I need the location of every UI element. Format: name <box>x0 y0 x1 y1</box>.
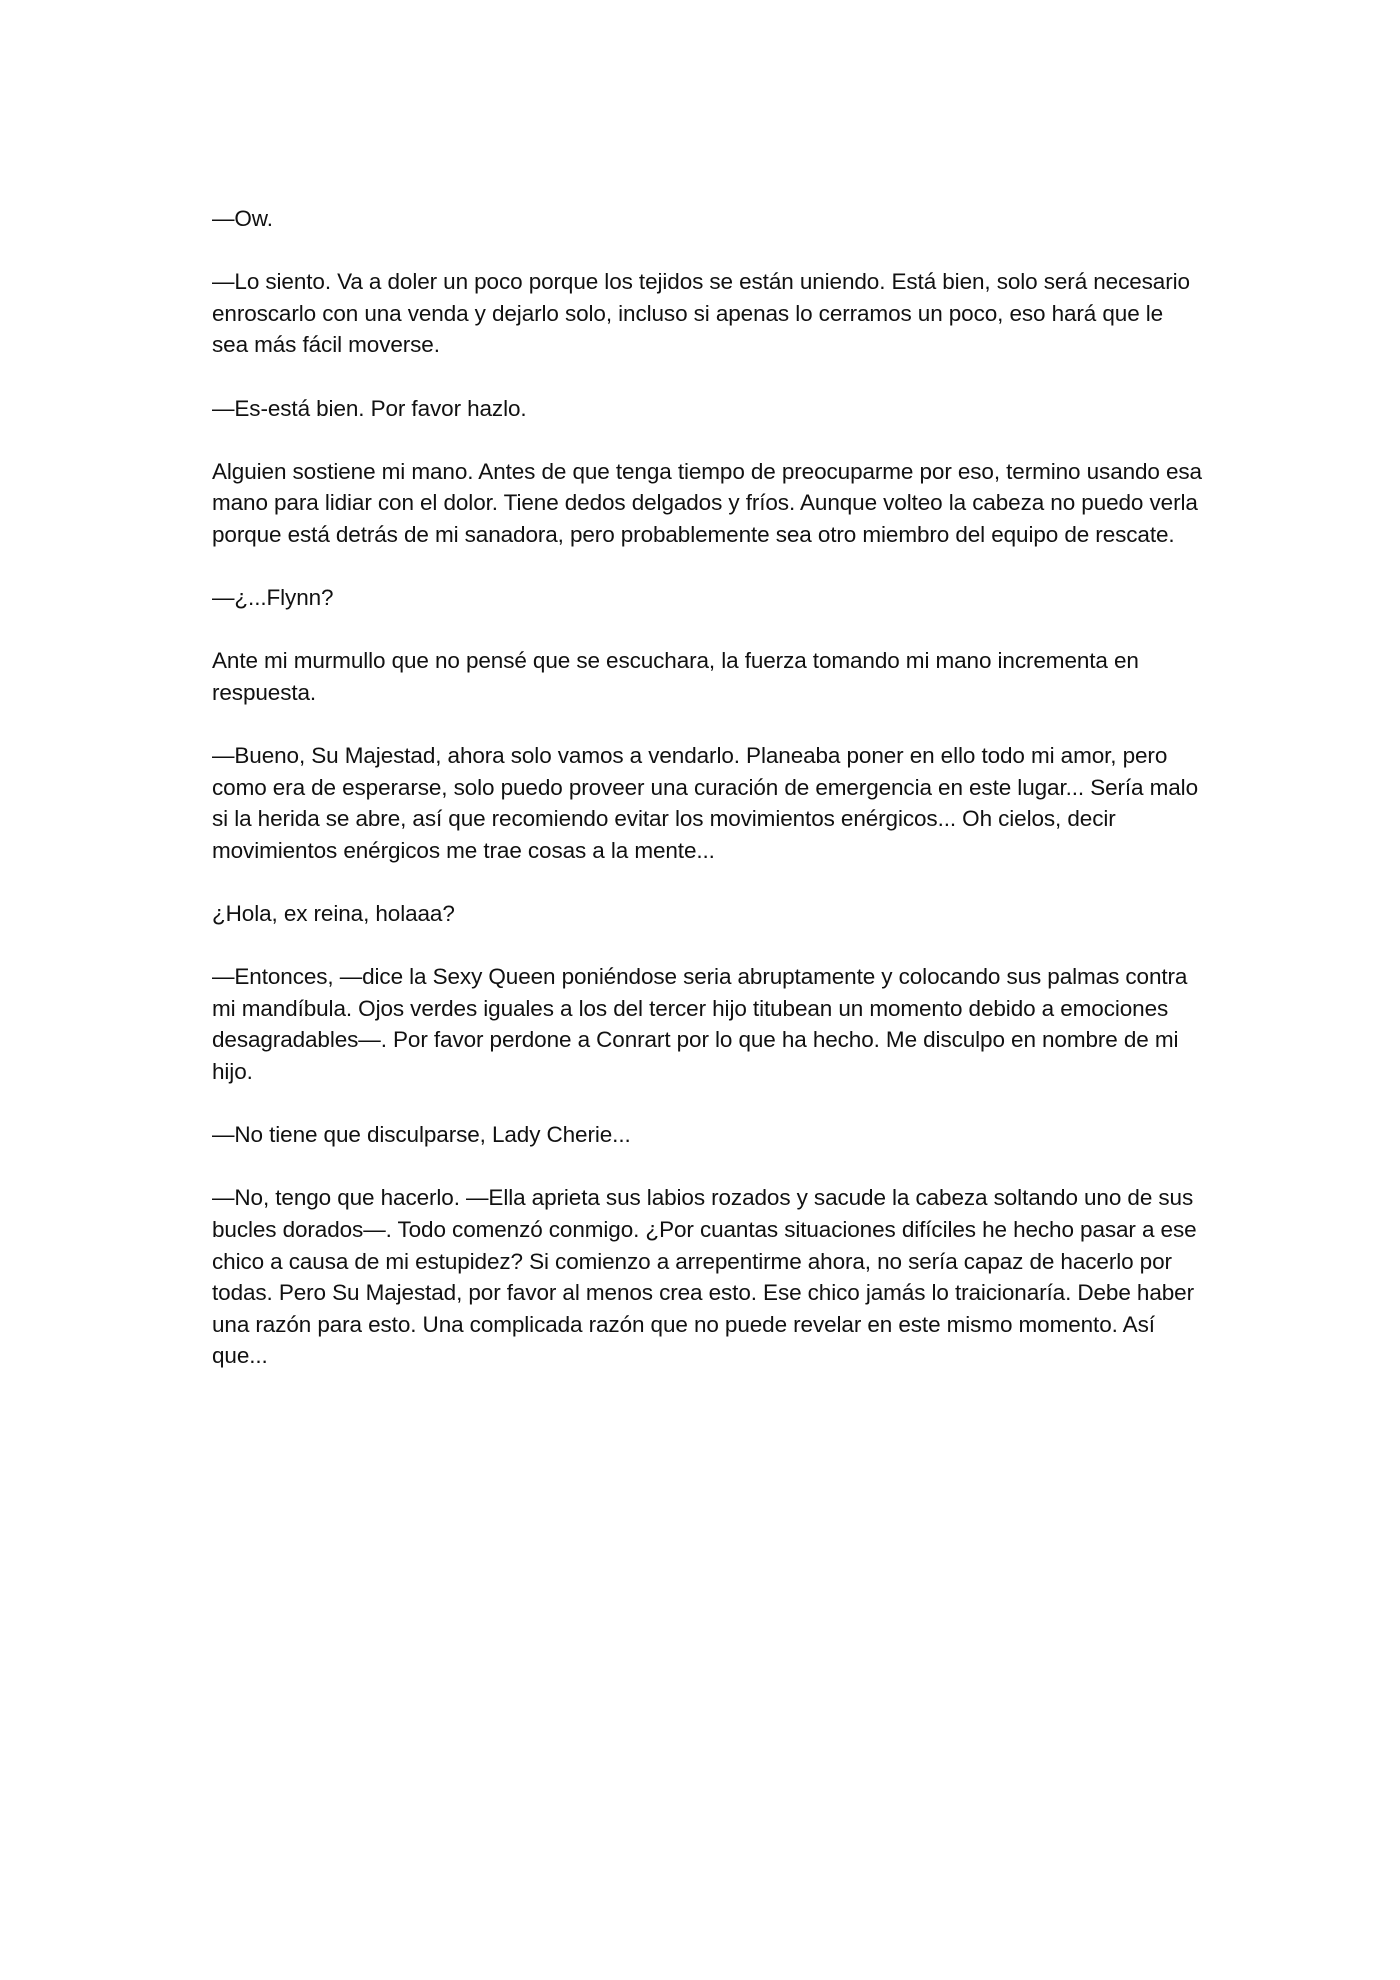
paragraph-5: —¿...Flynn? <box>212 585 334 611</box>
paragraph-8: ¿Hola, ex reina, holaaa? <box>212 901 455 927</box>
paragraph-4: Alguien sostiene mi mano. Antes de que tenga tiempo de preocuparme por eso, termino usando esa mano para lidiar con el dolor. Tiene dedos delgados y fríos. Aunque volteo la cabeza no puedo verla porque está detrás de mi sanadora, pero probablemente sea otro miembro del equipo de rescate. <box>212 458 1202 547</box>
paragraph-1: —Ow. <box>212 206 273 231</box>
paragraph-11: —No, tengo que hacerlo. —Ella aprieta sus labios rozados y sacude la cabeza soltando uno de sus bucles dorados—. Todo comenzó conmigo. ¿Por cuantas situaciones difíciles he hecho pasar a ese chico a causa de mi estupidez? Si comienzo a arrepentirme ahora, no sería capaz de hacerlo por todas. Pero Su Majestad, por favor al menos crea esto. Ese chico jamás lo traicionaría. Debe haber una razón para esto. Una complicada razón que no puede revelar en este mismo momento. Así que... <box>212 1185 1197 1369</box>
paragraph-6: Ante mi murmullo que no pensé que se escuchara, la fuerza tomando mi mano incrementa en respuesta. <box>212 648 1139 705</box>
paragraph-10: —No tiene que disculparse, Lady Cherie... <box>212 1122 631 1148</box>
paragraph-7: —Bueno, Su Majestad, ahora solo vamos a vendarlo. Planeaba poner en ello todo mi amor, pero como era de esperarse, solo puedo proveer una curación de emergencia en este lugar... Sería malo si la herida se abre, así que recomiendo evitar los movimientos enérgicos... Oh cielos, decir movimientos enérgicos me trae cosas a la mente... <box>212 743 1198 863</box>
paragraph-9: —Entonces, —dice la Sexy Queen poniéndose seria abruptamente y colocando sus palmas contra mi mandíbula. Ojos verdes iguales a los del tercer hijo titubean un momento debido a emociones desagradables—. Por favor perdone a Conrart por lo que ha hecho. Me disculpo en nombre de mi hijo. <box>212 964 1188 1085</box>
paragraph-2: —Lo siento. Va a doler un poco porque los tejidos se están uniendo. Está bien, solo será necesario enroscarlo con una venda y dejarlo solo, incluso si apenas lo cerramos un poco, eso hará que le sea más fácil moverse. <box>212 269 1190 358</box>
paragraph-3: —Es-está bien. Por favor hazlo. <box>212 395 527 421</box>
document-text <box>212 203 1202 1404</box>
